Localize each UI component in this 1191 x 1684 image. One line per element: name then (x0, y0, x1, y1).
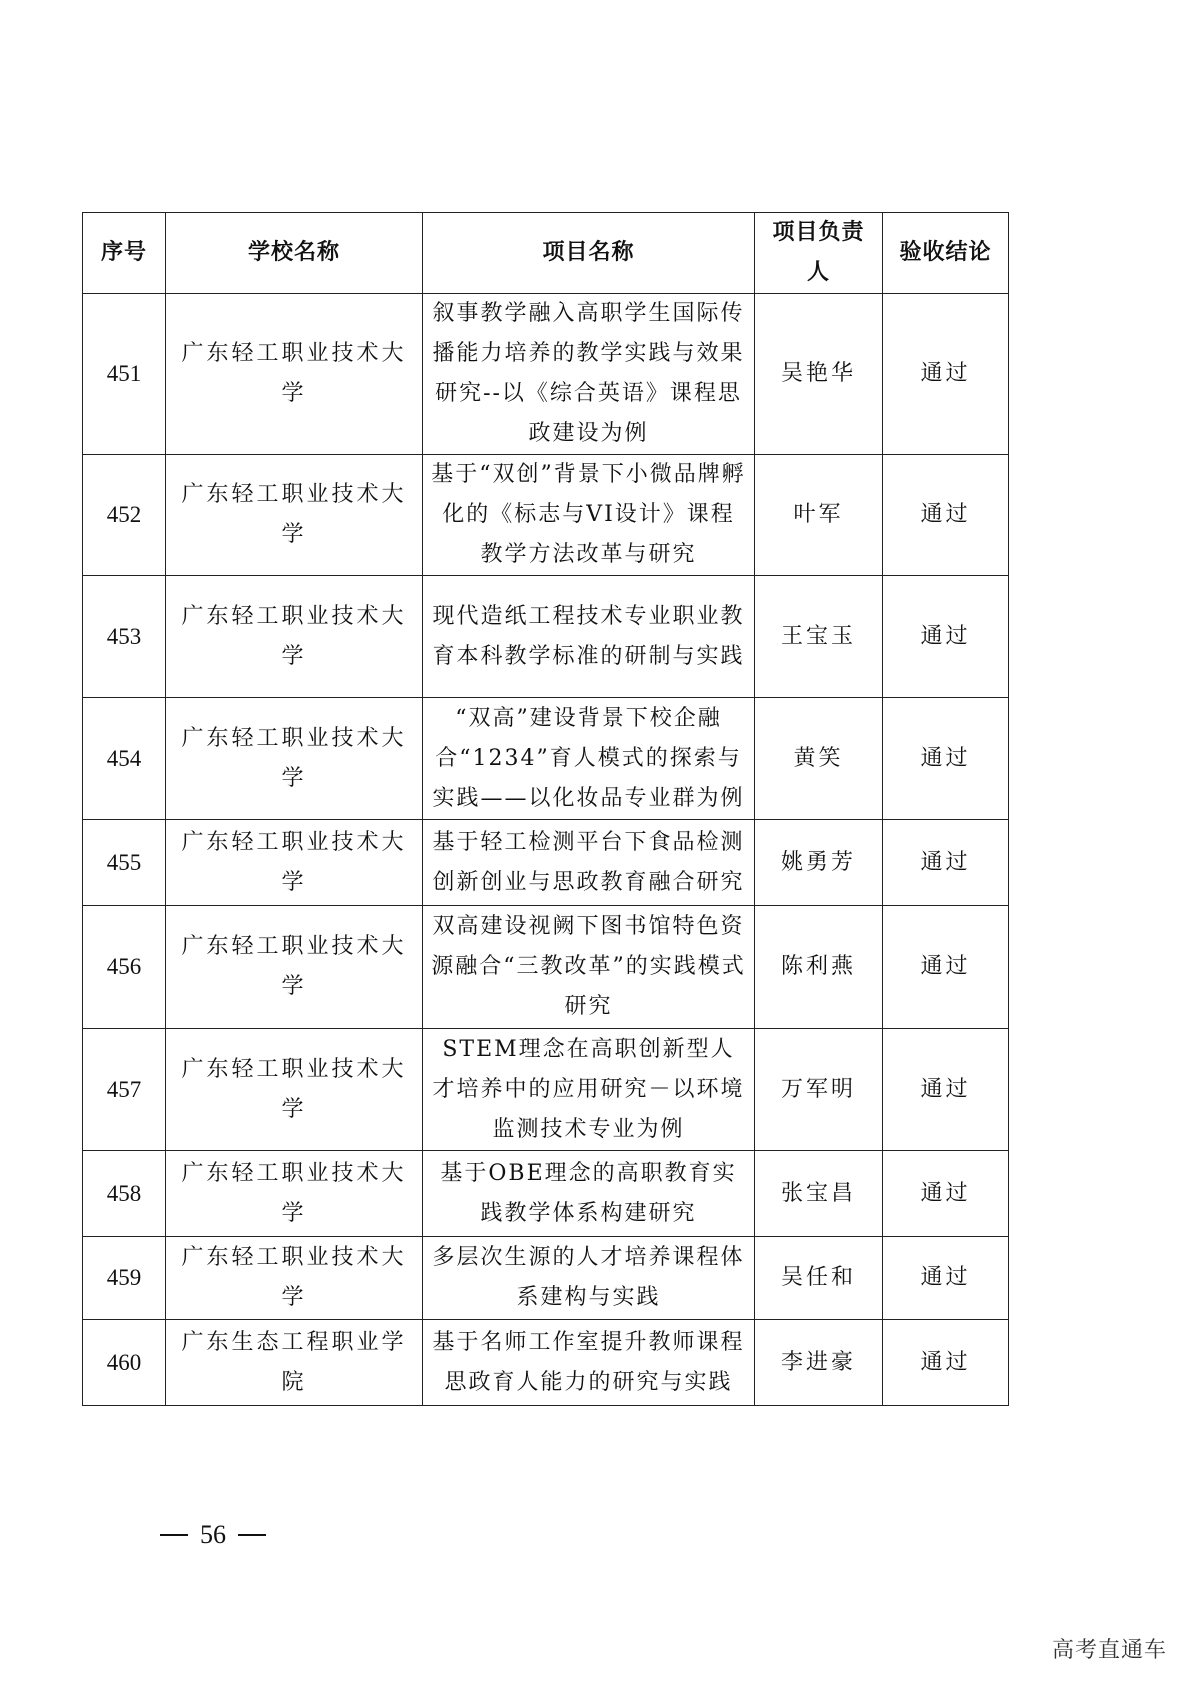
row-project: 基于轻工检测平台下食品检测创新创业与思政教育融合研究 (423, 820, 755, 906)
acceptance-table (82, 212, 1009, 1406)
row-result: 通过 (883, 1151, 1009, 1237)
acceptance-table-container (82, 212, 1008, 1406)
page-number-value: 56 (200, 1520, 226, 1549)
row-leader: 黄笑 (755, 698, 883, 820)
row-project: 叙事教学融入高职学生国际传播能力培养的教学实践与效果研究--以《综合英语》课程思政建设为例 (423, 294, 755, 455)
row-no: 454 (83, 698, 166, 820)
table-header-row (83, 213, 1009, 294)
row-school: 广东轻工职业技术大学 (166, 906, 423, 1029)
row-school: 广东轻工职业技术大学 (166, 1237, 423, 1320)
page-number (160, 1520, 266, 1550)
table-row (83, 1320, 1009, 1406)
row-project: 双高建设视阙下图书馆特色资源融合“三教改革”的实践模式研究 (423, 906, 755, 1029)
row-leader: 叶军 (755, 455, 883, 576)
row-project: 多层次生源的人才培养课程体系建构与实践 (423, 1237, 755, 1320)
row-leader: 王宝玉 (755, 576, 883, 698)
header-project: 项目名称 (423, 213, 755, 294)
table-row (83, 294, 1009, 455)
table-row (83, 1029, 1009, 1151)
row-project: 基于OBE理念的高职教育实践教学体系构建研究 (423, 1151, 755, 1237)
row-project: “双高”建设背景下校企融合“1234”育人模式的探索与实践——以化妆品专业群为例 (423, 698, 755, 820)
row-leader: 张宝昌 (755, 1151, 883, 1237)
row-result: 通过 (883, 698, 1009, 820)
table-row (83, 1151, 1009, 1237)
row-project: 现代造纸工程技术专业职业教育本科教学标准的研制与实践 (423, 576, 755, 698)
row-leader: 姚勇芳 (755, 820, 883, 906)
row-school: 广东轻工职业技术大学 (166, 576, 423, 698)
header-leader: 项目负责人 (755, 213, 883, 294)
header-no: 序号 (83, 213, 166, 294)
row-school: 广东轻工职业技术大学 (166, 820, 423, 906)
row-result: 通过 (883, 906, 1009, 1029)
row-project: 基于名师工作室提升教师课程思政育人能力的研究与实践 (423, 1320, 755, 1406)
table-row (83, 455, 1009, 576)
row-leader: 吴任和 (755, 1237, 883, 1320)
row-leader: 万军明 (755, 1029, 883, 1151)
row-school: 广东轻工职业技术大学 (166, 455, 423, 576)
row-leader: 陈利燕 (755, 906, 883, 1029)
header-school: 学校名称 (166, 213, 423, 294)
row-no: 459 (83, 1237, 166, 1320)
row-leader: 吴艳华 (755, 294, 883, 455)
row-no: 460 (83, 1320, 166, 1406)
row-leader: 李进豪 (755, 1320, 883, 1406)
row-result: 通过 (883, 1237, 1009, 1320)
row-result: 通过 (883, 294, 1009, 455)
table-row (83, 576, 1009, 698)
row-no: 455 (83, 820, 166, 906)
page-number-dash-left (160, 1534, 188, 1536)
row-no: 456 (83, 906, 166, 1029)
row-result: 通过 (883, 576, 1009, 698)
row-school: 广东轻工职业技术大学 (166, 698, 423, 820)
header-result: 验收结论 (883, 213, 1009, 294)
row-school: 广东轻工职业技术大学 (166, 1029, 423, 1151)
row-result: 通过 (883, 1320, 1009, 1406)
row-no: 451 (83, 294, 166, 455)
row-no: 458 (83, 1151, 166, 1237)
row-result: 通过 (883, 455, 1009, 576)
row-no: 452 (83, 455, 166, 576)
row-school: 广东轻工职业技术大学 (166, 294, 423, 455)
row-project: 基于“双创”背景下小微品牌孵化的《标志与VI设计》课程教学方法改革与研究 (423, 455, 755, 576)
watermark-text: 高考直通车 (1051, 1638, 1167, 1663)
row-result: 通过 (883, 1029, 1009, 1151)
table-row (83, 1237, 1009, 1320)
table-row (83, 698, 1009, 820)
table-row (83, 906, 1009, 1029)
row-no: 453 (83, 576, 166, 698)
row-result: 通过 (883, 820, 1009, 906)
page-number-dash-right (238, 1534, 266, 1536)
table-row (83, 820, 1009, 906)
row-no: 457 (83, 1029, 166, 1151)
row-school: 广东生态工程职业学院 (166, 1320, 423, 1406)
row-school: 广东轻工职业技术大学 (166, 1151, 423, 1237)
row-project: STEM理念在高职创新型人才培养中的应用研究－以环境监测技术专业为例 (423, 1029, 755, 1151)
